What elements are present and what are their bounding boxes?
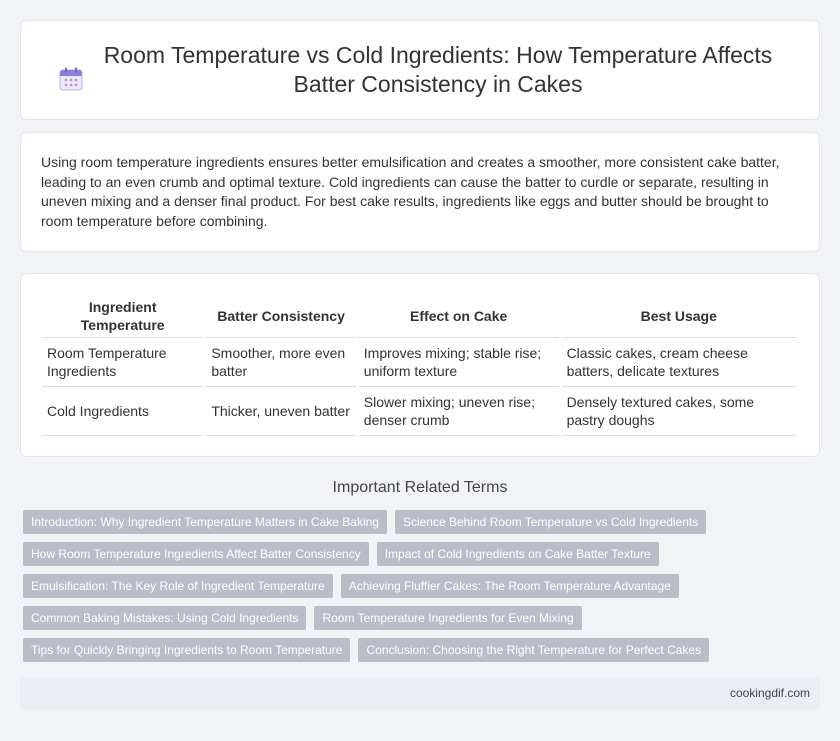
comparison-table-card — [20, 273, 820, 457]
related-term-tag[interactable]: How Room Temperature Ingredients Affect Batter Consistency — [23, 542, 369, 566]
related-term-tag[interactable]: Room Temperature Ingredients for Even Mixing — [314, 606, 581, 630]
column-header: Best Usage — [562, 294, 796, 338]
related-term-tag[interactable]: Introduction: Why Ingredient Temperature Matters in Cake Baking — [23, 510, 387, 534]
column-header: Ingredient Temperature — [42, 294, 203, 338]
footer — [20, 677, 820, 710]
table-header-row — [42, 294, 796, 338]
related-term-tag[interactable]: Common Baking Mistakes: Using Cold Ingredients — [23, 606, 306, 630]
calendar-icon — [58, 66, 84, 92]
table-cell: Thicker, uneven batter — [206, 387, 355, 436]
table-cell: Improves mixing; stable rise; uniform texture — [359, 338, 559, 387]
related-terms-list — [23, 510, 823, 662]
related-term-tag[interactable]: Impact of Cold Ingredients on Cake Batter Texture — [377, 542, 659, 566]
related-term-tag[interactable]: Achieving Fluffier Cakes: The Room Temperature Advantage — [341, 574, 679, 598]
table-cell: Slower mixing; uneven rise; denser crumb — [359, 387, 559, 436]
site-name[interactable]: cookingdif.com — [729, 686, 810, 700]
page-title: Room Temperature vs Cold Ingredients: How Temperature Affects Batter Consistency in Cakes — [103, 42, 773, 97]
related-terms-heading: Important Related Terms — [332, 479, 508, 496]
comparison-table — [39, 294, 799, 436]
table-row — [42, 338, 796, 387]
related-term-tag[interactable]: Tips for Quickly Bringing Ingredients to Room Temperature — [23, 638, 350, 662]
related-term-tag[interactable]: Emulsification: The Key Role of Ingredient Temperature — [23, 574, 333, 598]
column-header: Batter Consistency — [206, 294, 355, 338]
related-term-tag[interactable]: Conclusion: Choosing the Right Temperature for Perfect Cakes — [358, 638, 709, 662]
table-cell: Densely textured cakes, some pastry doughs — [562, 387, 796, 436]
table-cell: Classic cakes, cream cheese batters, delicate textures — [562, 338, 796, 387]
title-card — [20, 20, 820, 120]
related-term-tag[interactable]: Science Behind Room Temperature vs Cold Ingredients — [395, 510, 706, 534]
column-header: Effect on Cake — [359, 294, 559, 338]
table-row — [42, 387, 796, 436]
intro-paragraph: Using room temperature ingredients ensures better emulsification and creates a smoother, more consistent cake batter, leading to an even crumb and optimal texture. Cold ingredients can cause the batter to curdle or separate, resulting in uneven mixing and a denser final product. For best cake results, ingredients like eggs and butter should be brought to room temperature before combining. — [41, 154, 780, 229]
table-cell: Cold Ingredients — [42, 387, 203, 436]
intro-card — [20, 132, 820, 252]
table-cell: Room Temperature Ingredients — [42, 338, 203, 387]
table-cell: Smoother, more even batter — [206, 338, 355, 387]
